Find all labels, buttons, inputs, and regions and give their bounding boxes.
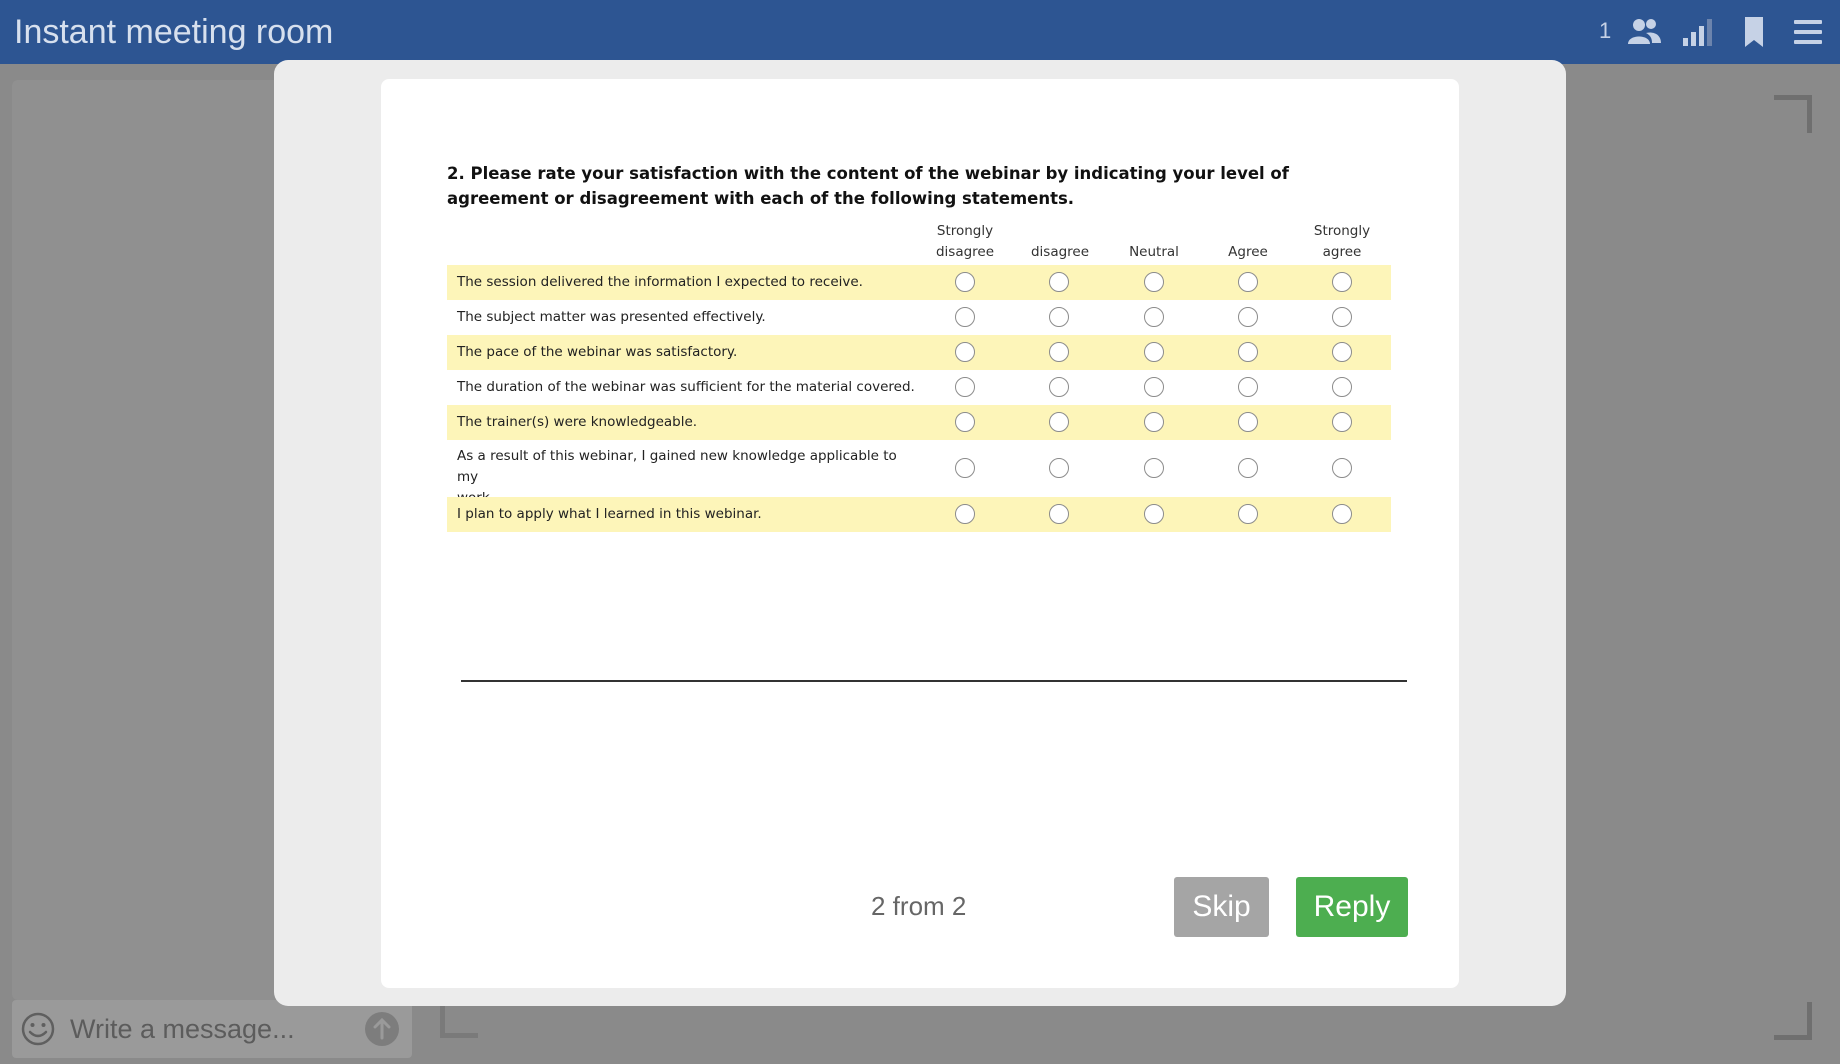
- statement-text: The trainer(s) were knowledgeable.: [457, 414, 698, 430]
- statement-text: I plan to apply what I learned in this webinar.: [457, 506, 762, 522]
- radio-strongly-disagree[interactable]: [955, 342, 975, 362]
- statement-text: The session delivered the information I expected to receive.: [457, 274, 863, 290]
- survey-row: [447, 370, 1391, 405]
- send-icon[interactable]: [364, 1011, 400, 1047]
- chat-message-bar: [12, 1000, 412, 1058]
- radio-disagree[interactable]: [1049, 504, 1069, 524]
- radio-strongly-disagree[interactable]: [955, 307, 975, 327]
- radio-neutral[interactable]: [1144, 504, 1164, 524]
- statement-text: As a result of this webinar, I gained new knowledge applicable to my: [457, 448, 897, 485]
- radio-strongly-disagree[interactable]: [955, 458, 975, 478]
- reply-button[interactable]: Reply: [1296, 877, 1408, 937]
- radio-agree[interactable]: [1238, 504, 1258, 524]
- radio-disagree[interactable]: [1049, 342, 1069, 362]
- signal-icon[interactable]: [1680, 14, 1716, 50]
- radio-neutral[interactable]: [1144, 272, 1164, 292]
- radio-strongly-agree[interactable]: [1332, 504, 1352, 524]
- radio-agree[interactable]: [1238, 412, 1258, 432]
- radio-neutral[interactable]: [1144, 307, 1164, 327]
- radio-neutral[interactable]: [1144, 412, 1164, 432]
- radio-disagree[interactable]: [1049, 458, 1069, 478]
- skip-button[interactable]: Skip: [1174, 877, 1269, 937]
- statement-text: The subject matter was presented effectively.: [457, 309, 766, 325]
- column-header-neutral: Neutral: [1129, 244, 1179, 260]
- radio-strongly-disagree[interactable]: [955, 377, 975, 397]
- radio-agree[interactable]: [1238, 458, 1258, 478]
- radio-disagree[interactable]: [1049, 307, 1069, 327]
- chat-message-input[interactable]: [70, 1010, 370, 1048]
- radio-strongly-disagree[interactable]: [955, 504, 975, 524]
- top-bar: [0, 0, 1840, 64]
- radio-strongly-agree[interactable]: [1332, 307, 1352, 327]
- radio-strongly-disagree[interactable]: [955, 412, 975, 432]
- survey-row: [447, 405, 1391, 440]
- bookmark-icon[interactable]: [1736, 14, 1772, 50]
- radio-strongly-disagree[interactable]: [955, 272, 975, 292]
- participants-icon[interactable]: [1626, 14, 1662, 50]
- radio-agree[interactable]: [1238, 377, 1258, 397]
- statement-text: The duration of the webinar was sufficient for the material covered.: [457, 379, 915, 395]
- expand-corner-icon: [1774, 1002, 1812, 1040]
- emoji-icon[interactable]: [20, 1011, 56, 1047]
- radio-agree[interactable]: [1238, 272, 1258, 292]
- radio-disagree[interactable]: [1049, 272, 1069, 292]
- room-title: Instant meeting room: [14, 13, 334, 51]
- survey-row: [447, 265, 1391, 300]
- survey-row: [447, 497, 1391, 532]
- survey-row: [447, 335, 1391, 370]
- survey-row: [447, 300, 1391, 335]
- radio-agree[interactable]: [1238, 307, 1258, 327]
- radio-neutral[interactable]: [1144, 458, 1164, 478]
- radio-strongly-agree[interactable]: [1332, 342, 1352, 362]
- radio-neutral[interactable]: [1144, 377, 1164, 397]
- radio-strongly-agree[interactable]: [1332, 458, 1352, 478]
- column-header-strongly-agree: Strongly agree: [1313, 223, 1371, 260]
- expand-corner-icon: [1774, 95, 1812, 133]
- radio-strongly-agree[interactable]: [1332, 272, 1352, 292]
- page-indicator: 2 from 2: [871, 891, 967, 921]
- statement-text: The pace of the webinar was satisfactory.: [457, 344, 738, 360]
- column-header-disagree: disagree: [1030, 244, 1090, 260]
- radio-neutral[interactable]: [1144, 342, 1164, 362]
- radio-disagree[interactable]: [1049, 377, 1069, 397]
- radio-strongly-agree[interactable]: [1332, 377, 1352, 397]
- radio-disagree[interactable]: [1049, 412, 1069, 432]
- participant-count: 1: [1599, 18, 1612, 43]
- survey-question: 2. Please rate your satisfaction with the content of the webinar by indicating your level of agreement or disagreement with each of the following statements.: [447, 164, 1289, 208]
- column-header-agree: Agree: [1228, 244, 1268, 260]
- survey-card: [381, 79, 1459, 988]
- menu-icon[interactable]: [1790, 14, 1826, 50]
- column-header-strongly-disagree: Strongly disagree: [935, 223, 995, 260]
- divider: [461, 680, 1407, 682]
- survey-row: [447, 440, 1391, 497]
- radio-agree[interactable]: [1238, 342, 1258, 362]
- radio-strongly-agree[interactable]: [1332, 412, 1352, 432]
